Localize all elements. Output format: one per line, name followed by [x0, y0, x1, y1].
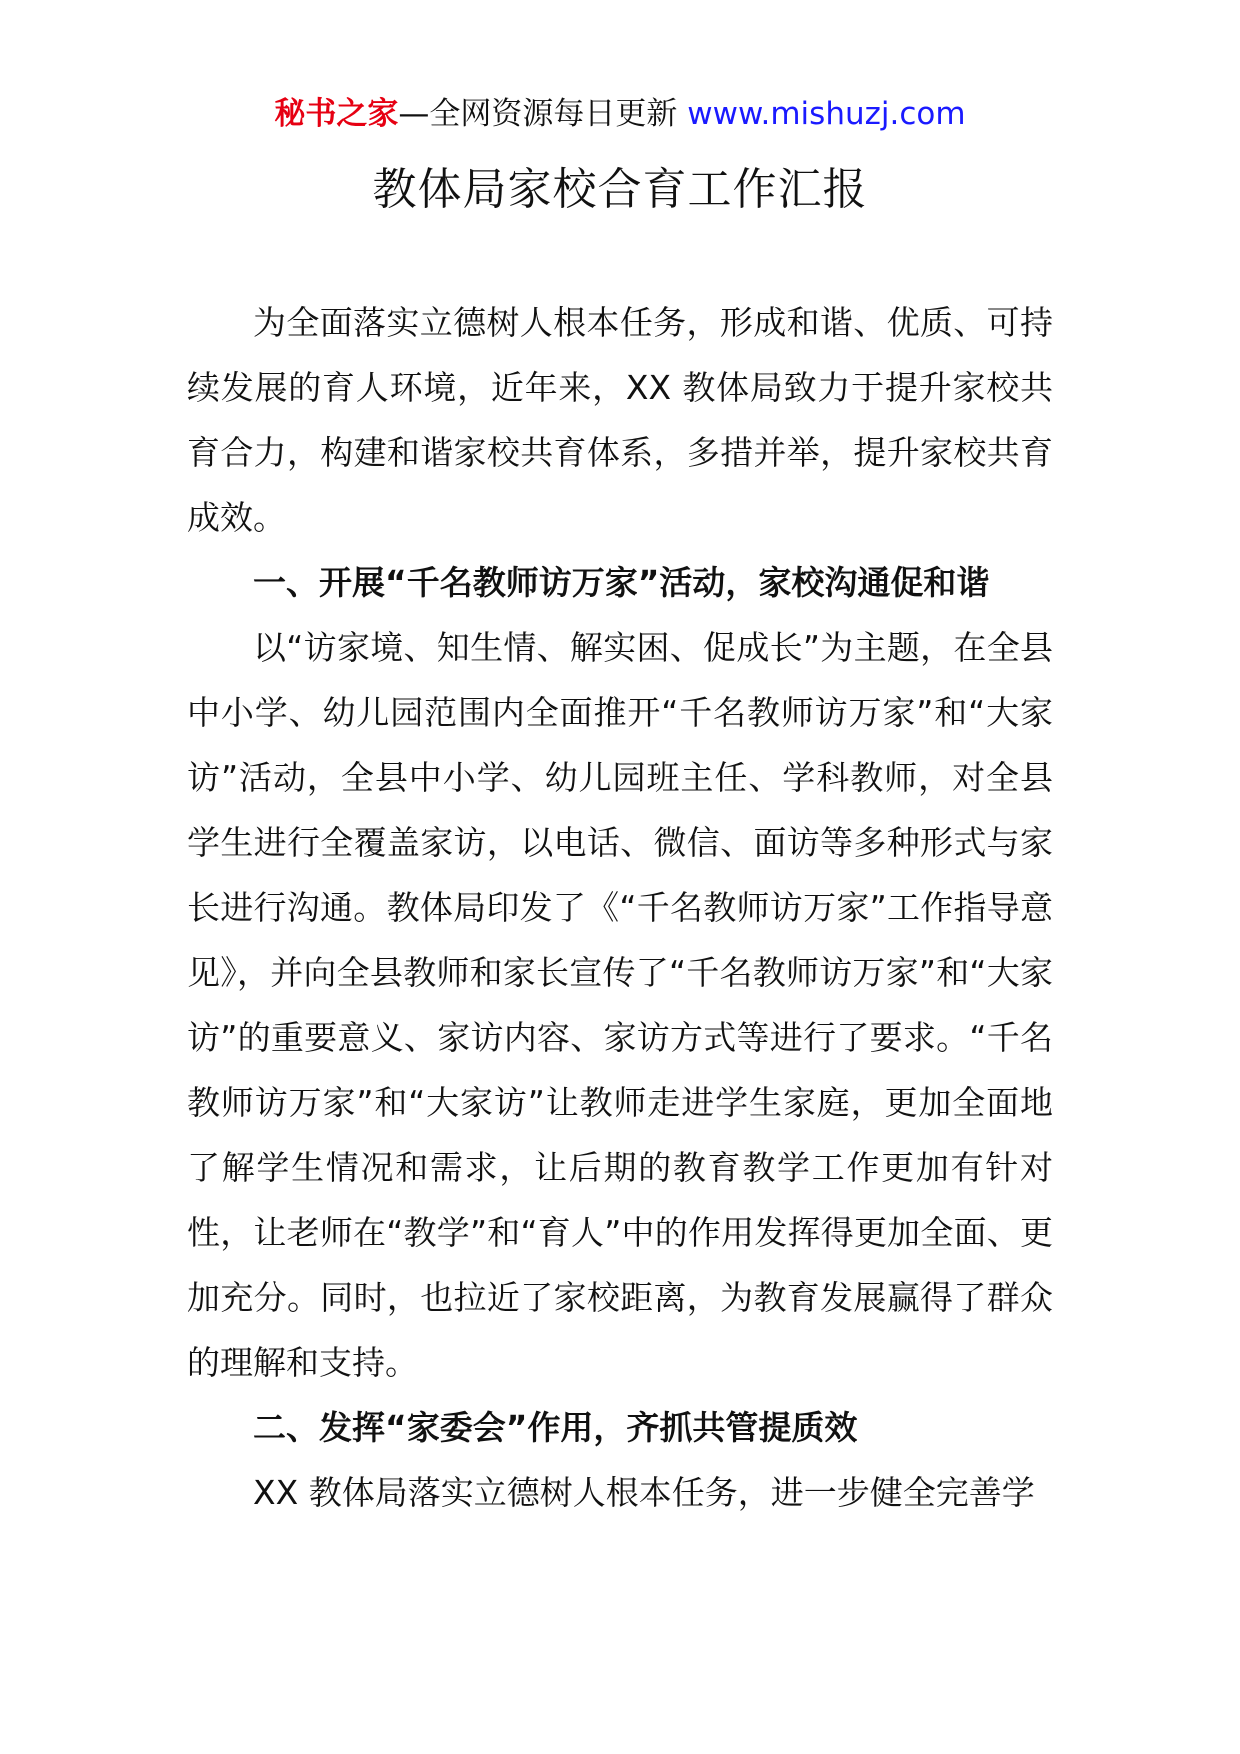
- section-2-paragraph: XX 教体局落实立德树人根本任务，进一步健全完善学: [253, 1473, 1035, 1512]
- document-body: [187, 290, 1053, 1525]
- intro-paragraph: 为全面落实立德树人根本任务，形成和谐、优质、可持续发展的育人环境，近年来，XX 教体局致力于提升家校共育合力，构建和谐家校共育体系，多措并举，提升家校共育成效。: [187, 303, 1053, 537]
- banner-tagline: —全网资源每日更新: [398, 96, 688, 132]
- brand-name: 秘书之家: [274, 96, 399, 132]
- section-heading-1: 一、开展“千名教师访万家”活动，家校沟通促和谐: [253, 563, 990, 602]
- section-1-paragraph: 以“访家境、知生情、解实困、促成长”为主题，在全县中小学、幼儿园范围内全面推开“千名教师访万家”和“大家访”活动，全县中小学、幼儿园班主任、学科教师，对全县学生进行全覆盖家访，以电话、微信、面访等多种形式与家长进行沟通。教体局印发了《“千名教师访万家”工作指导意见》，并向全县教师和家长宣传了“千名教师访万家”和“大家访”的重要意义、家访内容、家访方式等进行了要求。“千名教师访万家”和“大家访”让教师走进学生家庭，更加全面地了解学生情况和需求，让后期的教育教学工作更加有针对性，让老师在“教学”和“育人”中的作用发挥得更加全面、更加充分。同时，也拉近了家校距离，为教育发展赢得了群众的理解和支持。: [187, 628, 1053, 1382]
- document-title: 教体局家校合育工作汇报: [372, 164, 868, 215]
- site-banner: [0, 92, 1240, 136]
- site-url[interactable]: www.mishuzj.com: [687, 96, 966, 132]
- section-heading-2: 二、发挥“家委会”作用，齐抓共管提质效: [253, 1408, 858, 1447]
